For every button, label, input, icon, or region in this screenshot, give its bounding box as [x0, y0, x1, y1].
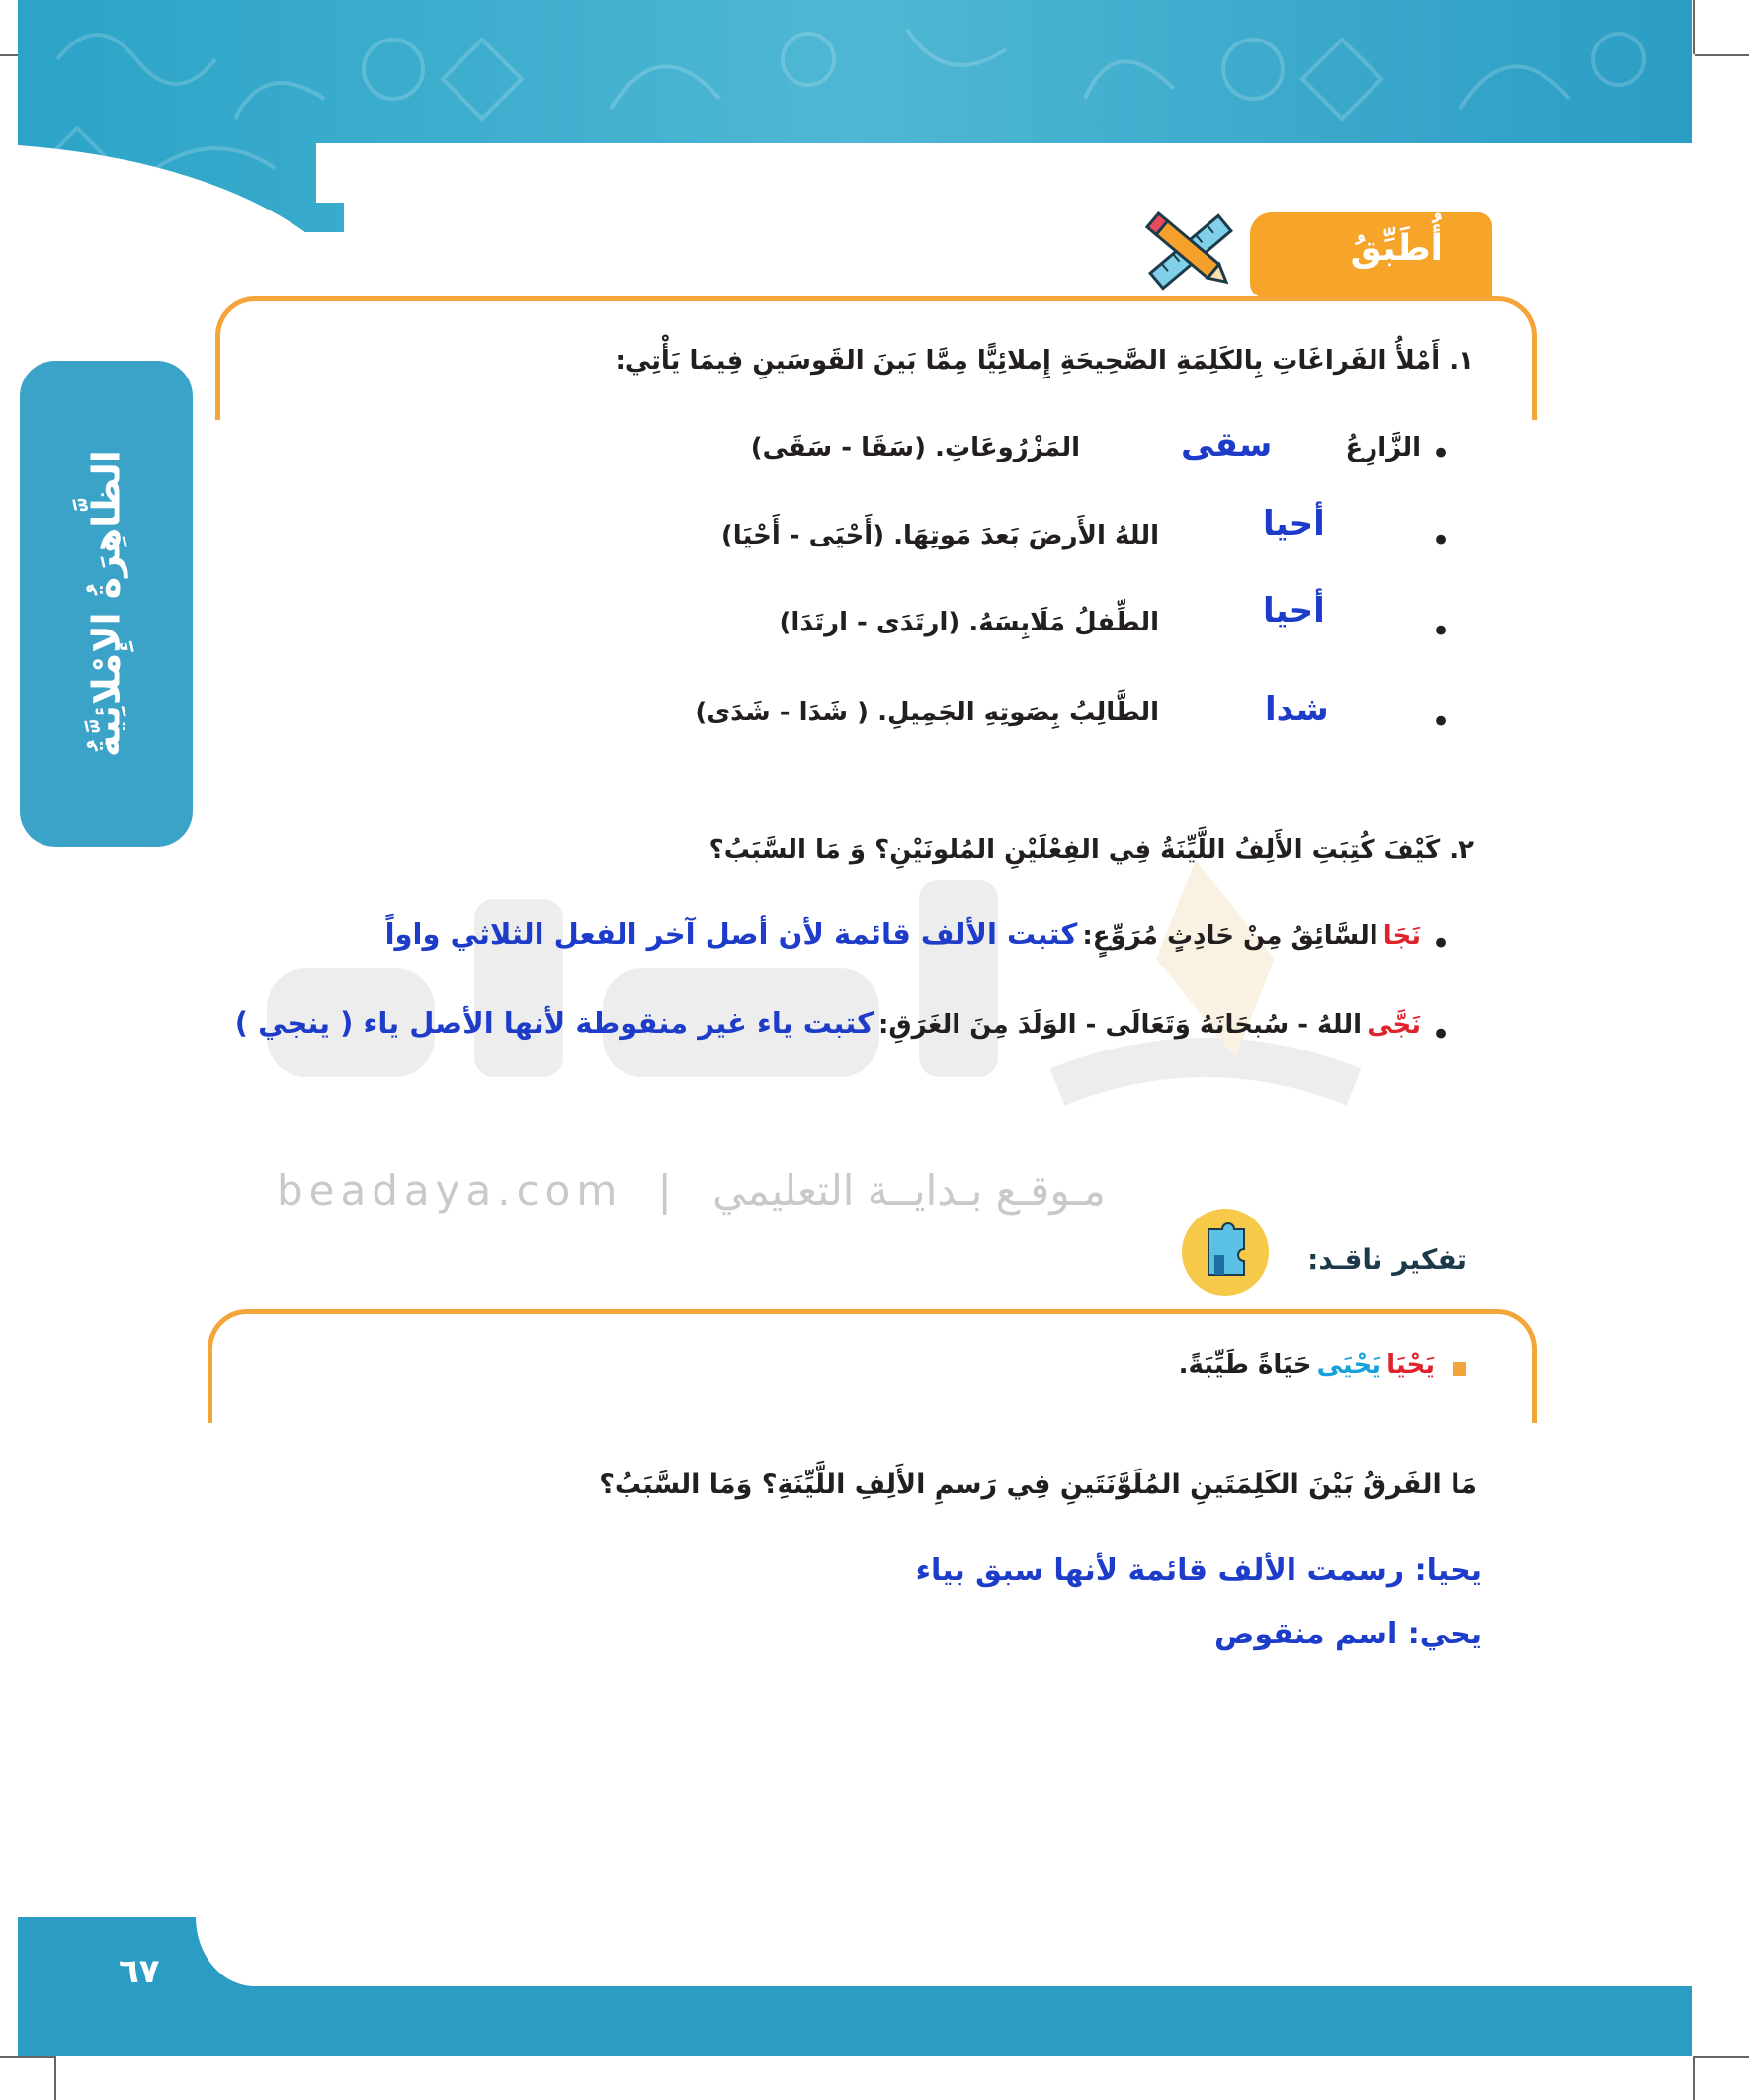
bullet: • — [1431, 1015, 1452, 1054]
watermark-label: مـوقـع بـدايــة التعليمي — [712, 1166, 1106, 1215]
q2-item-2-sentence: اللهُ - سُبحَانَهُ وَتَعَالَى - الوَلَدَ مِنَ الغَرَقِ: — [878, 1010, 1363, 1040]
pencil-ruler-icon — [1136, 208, 1245, 296]
q2-item-2 — [235, 1006, 1421, 1040]
question-1-prompt: ١. أَمْلأُ الفَراغَاتِ بِالكَلِمَةِ الصَّحِيحَةِ إِملائِيًّا مِمَّا بَينَ القَوسَينِ فِيمَا يَأْتِي: — [615, 346, 1474, 376]
q1-item-4-after: الطَّالِبُ بِصَوتِهِ الجَمِيلِ. ( شَدَا - شَدَى) — [695, 698, 1159, 727]
critical-thinking-title: تفكير ناقـد: — [1307, 1243, 1467, 1276]
crop-mark — [1693, 0, 1695, 54]
q1-item-1-answer[interactable]: سقى — [1181, 425, 1273, 464]
critical-answer-2[interactable]: يحي: اسم منقوص — [1213, 1617, 1482, 1651]
watermark-text: beadaya.com | مـوقـع بـدايــة التعليمي — [277, 1166, 1106, 1215]
q2-item-1 — [385, 917, 1421, 951]
bullet: • — [1431, 521, 1452, 560]
bullet: • — [1431, 612, 1452, 651]
q1-item-1-after: المَزْرُوعَاتِ. (سَقَا - سَقَى) — [750, 433, 1080, 462]
critical-answer-1[interactable]: يحيا: رسمت الألف قائمة لأنها سبق بياء — [915, 1554, 1482, 1588]
side-tab-label: الظَّاهِرَةُ الإِمْلائِيَّةُ — [84, 450, 128, 758]
watermark-site: beadaya.com — [277, 1166, 624, 1215]
example-rest: حَيَاةً طَيِّبَةً. — [1178, 1350, 1312, 1380]
section-title: أُطَبِّقُ — [1350, 228, 1443, 269]
puzzle-icon — [1181, 1208, 1270, 1297]
q1-item-3-answer[interactable]: أحيا — [1263, 591, 1325, 630]
banner-curve — [316, 143, 395, 203]
q1-item-2-answer[interactable]: أحيا — [1263, 504, 1325, 544]
q1-item-1-before: الزَّارِعُ — [1345, 433, 1421, 462]
bullet: • — [1431, 703, 1452, 742]
critical-example — [1179, 1350, 1435, 1380]
q1-item-4-answer[interactable]: شدا — [1265, 690, 1329, 729]
bullet: • — [1431, 924, 1452, 964]
example-word-1: يَحْيَا — [1386, 1350, 1435, 1380]
q2-item-1-verb: نَجَا — [1382, 921, 1421, 951]
top-banner — [18, 0, 1692, 232]
crop-mark — [1695, 2056, 1749, 2058]
q2-item-2-answer[interactable]: كتبت ياء غير منقوطة لأنها الأصل ياء ( ينجي ) — [234, 1006, 874, 1040]
q2-item-1-answer[interactable]: كتبت الألف قائمة لأن أصل آخر الفعل الثلاثي واواً — [384, 917, 1078, 951]
bullet: • — [1431, 434, 1452, 473]
page-number: ٦٧ — [119, 1952, 160, 1991]
crop-mark — [54, 2056, 56, 2100]
crop-mark — [1693, 2056, 1695, 2100]
critical-question: مَا الفَرقُ بَيْنَ الكَلِمَتَينِ المُلَوَّنَتَينِ فِي رَسمِ الأَلِفِ اللَّيِّنَةِ؟ وَمَا السَّبَبُ؟ — [599, 1470, 1477, 1500]
side-chapter-tab — [20, 361, 193, 847]
q1-item-2-after: اللهُ الأَرضَ بَعدَ مَوتِهَا. (أَحْيَى - أَحْيَا) — [720, 521, 1159, 550]
q2-item-2-verb: نَجَّى — [1367, 1010, 1421, 1040]
question-2-prompt: ٢. كَيْفَ كُتِبَتِ الأَلِفُ اللَّيِّنَةُ فِي الفِعْلَيْنِ المُلونَيْنِ؟ وَ مَا السَّبَبُ؟ — [708, 835, 1474, 865]
section-tab — [1250, 212, 1492, 297]
bottom-banner — [18, 1917, 1692, 2056]
example-word-2: يَحْيَى — [1316, 1350, 1382, 1380]
square-bullet — [1453, 1362, 1466, 1376]
q1-item-3-after: الطِّفلُ مَلَابِسَهُ. (ارتَدَى - ارتَدَا) — [779, 608, 1159, 637]
crop-mark — [0, 2056, 54, 2058]
q2-item-1-sentence: السَّائِقُ مِنْ حَادِثٍ مُرَوِّعٍ: — [1082, 921, 1378, 951]
crop-mark — [1695, 54, 1749, 56]
